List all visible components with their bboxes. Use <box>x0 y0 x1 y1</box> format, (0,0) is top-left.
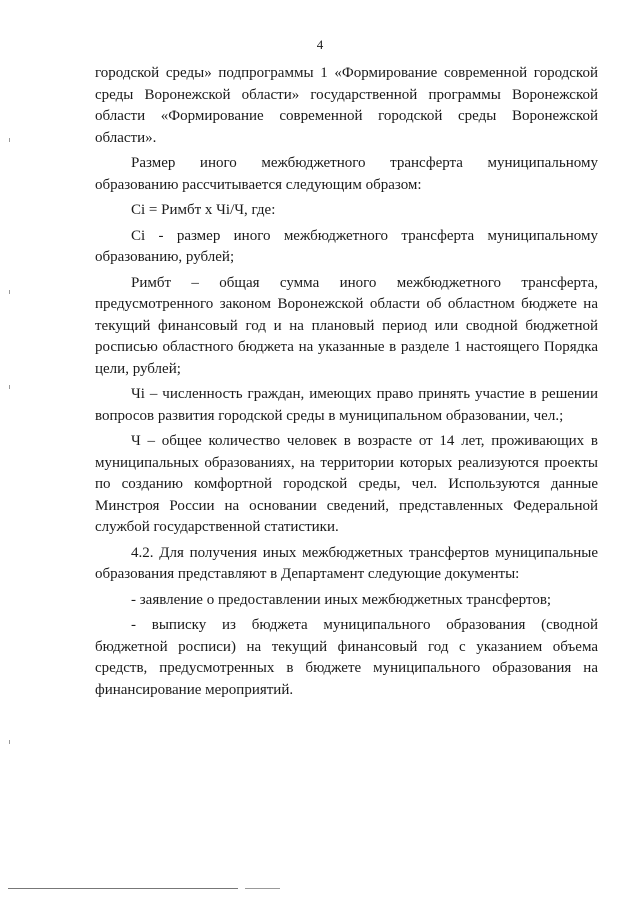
page-number: 4 <box>316 37 324 52</box>
bottom-scan-line <box>8 888 238 889</box>
paragraph-rimbt-definition: Римбт – общая сумма иного межбюджетного трансферта, предусмотренного законом Воронежской области об областном бюджете на текущий финансовый год и на плановый период или сводной бюджетной росписью областного бюджета на указанные в разделе 1 настоящего Порядка цели, рублей; <box>95 274 598 377</box>
margin-dot <box>9 138 10 142</box>
paragraph-ch-definition: Ч – общее количество человек в возрасте от 14 лет, проживающих в муниципальных образованиях, на территории которых реализуются проекты по созданию комфортной городской среды, чел. Используются данные Минстроя России на основании сведений, представленных Федеральной службой государственной статистики. <box>95 433 598 535</box>
margin-dot <box>9 740 10 744</box>
paragraph-section-4-2: 4.2. Для получения иных межбюджетных трансфертов муниципальные образования представляют в Департамент следующие документы: <box>95 544 598 582</box>
paragraph-ci-definition: Ci - размер иного межбюджетного трансферта муниципальному образованию, рублей; <box>95 227 598 265</box>
paragraph-formula: Ci = Римбт x Чi/Ч, где: <box>131 202 276 218</box>
margin-dot <box>9 385 10 389</box>
paragraph-chi-definition: Чi – численность граждан, имеющих право принять участие в решении вопросов развития городской среды в муниципальном образовании, чел.; <box>95 386 598 424</box>
paragraph-list-item-budget-extract: - выписку из бюджета муниципального образования (сводной бюджетной росписи) на текущий финансовый год с указанием объема средств, предусмотренных в бюджете муниципального образования на финансирование мероприятий. <box>95 617 598 698</box>
bottom-scan-line-short <box>245 888 280 889</box>
paragraph-transfer-size: Размер иного межбюджетного трансферта муниципальному образованию рассчитывается следующим образом: <box>95 155 598 193</box>
paragraph-program-reference: городской среды» подпрограммы 1 «Формирование современной городской среды Воронежской области» государственной программы Воронежской области «Формирование современной городской среды Воронежской области». <box>95 65 598 146</box>
paragraph-list-item-application: - заявление о предоставлении иных межбюджетных трансфертов; <box>131 591 552 608</box>
margin-dot <box>9 290 10 294</box>
